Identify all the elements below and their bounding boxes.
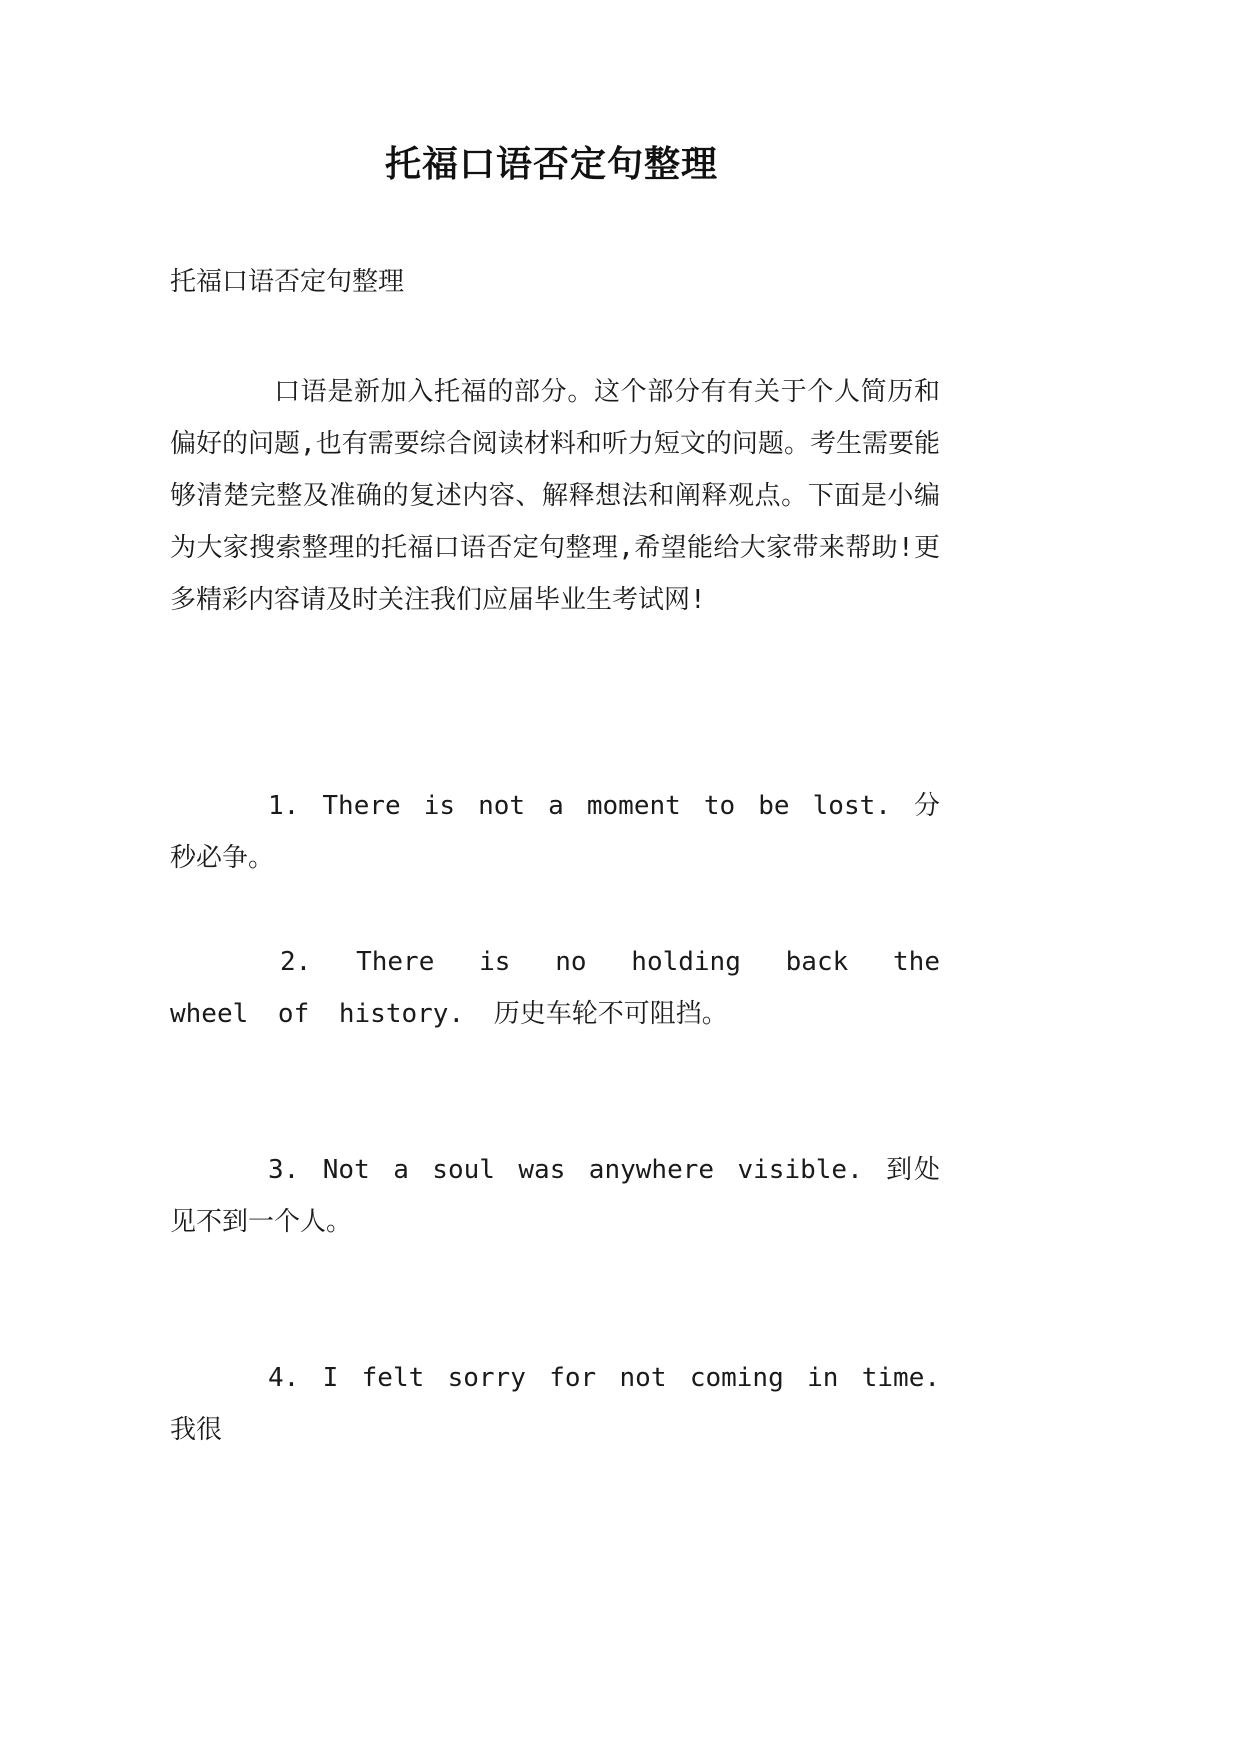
example-sentence-3: 3. Not a soul was anywhere visible. 到处见不到一个人。 <box>170 1155 940 1237</box>
example-sentence-1: 1. There is not a moment to be lost. 分秒必争。 <box>170 791 940 873</box>
intro-paragraph: 口语是新加入托福的部分。这个部分有有关于个人简历和偏好的问题,也有需要综合阅读材料和听力短文的问题。考生需要能够清楚完整及准确的复述内容、解释想法和阐释观点。下面是小编为大家搜索整理的托福口语否定句整理,希望能给大家带来帮助!更多精彩内容请及时关注我们应届毕业生考试网! <box>170 377 940 615</box>
example-sentence-2: 2. There is no holding back the wheel of history. 历史车轮不可阻挡。 <box>170 947 940 1029</box>
document-subtitle: 托福口语否定句整理 <box>170 267 405 297</box>
document-title: 托福口语否定句整理 <box>384 143 718 185</box>
example-sentence-4: 4. I felt sorry for not coming in time. 我很 <box>170 1363 940 1445</box>
